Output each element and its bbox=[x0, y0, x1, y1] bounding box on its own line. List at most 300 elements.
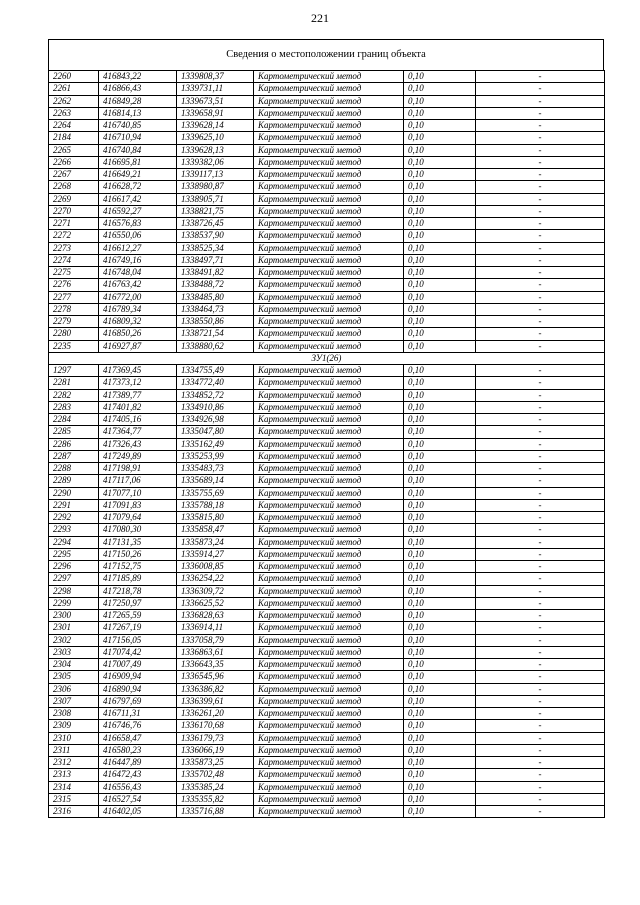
y-coordinate: 1336066,19 bbox=[177, 744, 254, 756]
error-cell: 0,10 bbox=[404, 230, 476, 242]
y-coordinate: 1338821,75 bbox=[177, 205, 254, 217]
table-body-part-1 bbox=[49, 71, 605, 353]
table-row bbox=[49, 156, 605, 168]
error-cell: 0,10 bbox=[404, 646, 476, 658]
error-cell: 0,10 bbox=[404, 695, 476, 707]
y-coordinate: 1334910,86 bbox=[177, 401, 254, 413]
method-cell: Картометрический метод bbox=[254, 463, 404, 475]
description-cell: - bbox=[476, 242, 605, 254]
x-coordinate: 416850,26 bbox=[99, 328, 177, 340]
point-number: 2306 bbox=[49, 683, 99, 695]
y-coordinate: 1338880,62 bbox=[177, 340, 254, 352]
description-cell: - bbox=[476, 303, 605, 315]
table-header: Сведения о местоположении границ объекта bbox=[48, 39, 604, 70]
y-coordinate: 1334926,98 bbox=[177, 414, 254, 426]
x-coordinate: 416550,06 bbox=[99, 230, 177, 242]
description-cell: - bbox=[476, 181, 605, 193]
y-coordinate: 1335873,24 bbox=[177, 536, 254, 548]
description-cell: - bbox=[476, 585, 605, 597]
y-coordinate: 1336828,63 bbox=[177, 610, 254, 622]
error-cell: 0,10 bbox=[404, 365, 476, 377]
method-cell: Картометрический метод bbox=[254, 144, 404, 156]
method-cell: Картометрический метод bbox=[254, 610, 404, 622]
point-number: 2290 bbox=[49, 487, 99, 499]
method-cell: Картометрический метод bbox=[254, 71, 404, 83]
y-coordinate: 1338550,86 bbox=[177, 316, 254, 328]
table-row bbox=[49, 365, 605, 377]
y-coordinate: 1336863,61 bbox=[177, 646, 254, 658]
description-cell: - bbox=[476, 230, 605, 242]
description-cell: - bbox=[476, 401, 605, 413]
y-coordinate: 1336914,11 bbox=[177, 622, 254, 634]
point-number: 2260 bbox=[49, 71, 99, 83]
error-cell: 0,10 bbox=[404, 450, 476, 462]
description-cell: - bbox=[476, 769, 605, 781]
error-cell: 0,10 bbox=[404, 144, 476, 156]
error-cell: 0,10 bbox=[404, 732, 476, 744]
y-coordinate: 1338726,45 bbox=[177, 218, 254, 230]
y-coordinate: 1339628,14 bbox=[177, 120, 254, 132]
table-row bbox=[49, 242, 605, 254]
method-cell: Картометрический метод bbox=[254, 634, 404, 646]
description-cell: - bbox=[476, 438, 605, 450]
method-cell: Картометрический метод bbox=[254, 695, 404, 707]
method-cell: Картометрический метод bbox=[254, 169, 404, 181]
y-coordinate: 1335253,99 bbox=[177, 450, 254, 462]
point-number: 2299 bbox=[49, 597, 99, 609]
error-cell: 0,10 bbox=[404, 291, 476, 303]
description-cell: - bbox=[476, 524, 605, 536]
method-cell: Картометрический метод bbox=[254, 683, 404, 695]
error-cell: 0,10 bbox=[404, 744, 476, 756]
y-coordinate: 1338537,90 bbox=[177, 230, 254, 242]
point-number: 2291 bbox=[49, 499, 99, 511]
point-number: 2235 bbox=[49, 340, 99, 352]
point-number: 2301 bbox=[49, 622, 99, 634]
description-cell: - bbox=[476, 597, 605, 609]
method-cell: Картометрический метод bbox=[254, 708, 404, 720]
point-number: 2309 bbox=[49, 720, 99, 732]
error-cell: 0,10 bbox=[404, 536, 476, 548]
error-cell: 0,10 bbox=[404, 573, 476, 585]
y-coordinate: 1336254,22 bbox=[177, 573, 254, 585]
table-row bbox=[49, 475, 605, 487]
error-cell: 0,10 bbox=[404, 708, 476, 720]
x-coordinate: 416772,00 bbox=[99, 291, 177, 303]
table-row bbox=[49, 181, 605, 193]
description-cell: - bbox=[476, 291, 605, 303]
error-cell: 0,10 bbox=[404, 438, 476, 450]
table-row bbox=[49, 426, 605, 438]
description-cell: - bbox=[476, 683, 605, 695]
point-number: 2286 bbox=[49, 438, 99, 450]
description-cell: - bbox=[476, 720, 605, 732]
error-cell: 0,10 bbox=[404, 83, 476, 95]
method-cell: Картометрический метод bbox=[254, 806, 404, 818]
method-cell: Картометрический метод bbox=[254, 205, 404, 217]
point-number: 2313 bbox=[49, 769, 99, 781]
y-coordinate: 1335716,88 bbox=[177, 806, 254, 818]
method-cell: Картометрический метод bbox=[254, 303, 404, 315]
point-number: 2266 bbox=[49, 156, 99, 168]
x-coordinate: 416748,04 bbox=[99, 267, 177, 279]
table-row bbox=[49, 781, 605, 793]
table-row bbox=[49, 634, 605, 646]
description-cell: - bbox=[476, 793, 605, 805]
description-cell: - bbox=[476, 548, 605, 560]
point-number: 2276 bbox=[49, 279, 99, 291]
y-coordinate: 1339673,51 bbox=[177, 95, 254, 107]
y-coordinate: 1335788,18 bbox=[177, 499, 254, 511]
x-coordinate: 416447,89 bbox=[99, 757, 177, 769]
table-row bbox=[49, 769, 605, 781]
y-coordinate: 1339658,91 bbox=[177, 107, 254, 119]
method-cell: Картометрический метод bbox=[254, 365, 404, 377]
method-cell: Картометрический метод bbox=[254, 487, 404, 499]
method-cell: Картометрический метод bbox=[254, 156, 404, 168]
y-coordinate: 1335858,47 bbox=[177, 524, 254, 536]
section-row bbox=[49, 352, 605, 364]
description-cell: - bbox=[476, 622, 605, 634]
y-coordinate: 1336545,96 bbox=[177, 671, 254, 683]
method-cell: Картометрический метод bbox=[254, 120, 404, 132]
method-cell: Картометрический метод bbox=[254, 107, 404, 119]
x-coordinate: 417405,16 bbox=[99, 414, 177, 426]
y-coordinate: 1339628,13 bbox=[177, 144, 254, 156]
method-cell: Картометрический метод bbox=[254, 671, 404, 683]
point-number: 2310 bbox=[49, 732, 99, 744]
x-coordinate: 416866,43 bbox=[99, 83, 177, 95]
point-number: 2282 bbox=[49, 389, 99, 401]
x-coordinate: 416809,32 bbox=[99, 316, 177, 328]
x-coordinate: 416849,28 bbox=[99, 95, 177, 107]
table-row bbox=[49, 193, 605, 205]
x-coordinate: 416909,94 bbox=[99, 671, 177, 683]
table-row bbox=[49, 573, 605, 585]
point-number: 2292 bbox=[49, 512, 99, 524]
table-row bbox=[49, 120, 605, 132]
point-number: 2305 bbox=[49, 671, 99, 683]
description-cell: - bbox=[476, 475, 605, 487]
description-cell: - bbox=[476, 671, 605, 683]
x-coordinate: 417156,05 bbox=[99, 634, 177, 646]
point-number: 2296 bbox=[49, 561, 99, 573]
table-row bbox=[49, 401, 605, 413]
description-cell: - bbox=[476, 389, 605, 401]
y-coordinate: 1336008,85 bbox=[177, 561, 254, 573]
description-cell: - bbox=[476, 340, 605, 352]
method-cell: Картометрический метод bbox=[254, 230, 404, 242]
point-number: 2300 bbox=[49, 610, 99, 622]
y-coordinate: 1338488,72 bbox=[177, 279, 254, 291]
table-row bbox=[49, 279, 605, 291]
point-number: 2297 bbox=[49, 573, 99, 585]
point-number: 2294 bbox=[49, 536, 99, 548]
y-coordinate: 1335702,48 bbox=[177, 769, 254, 781]
description-cell: - bbox=[476, 267, 605, 279]
error-cell: 0,10 bbox=[404, 218, 476, 230]
method-cell: Картометрический метод bbox=[254, 757, 404, 769]
point-number: 2293 bbox=[49, 524, 99, 536]
description-cell: - bbox=[476, 414, 605, 426]
table-row bbox=[49, 340, 605, 352]
y-coordinate: 1336386,82 bbox=[177, 683, 254, 695]
error-cell: 0,10 bbox=[404, 120, 476, 132]
method-cell: Картометрический метод bbox=[254, 316, 404, 328]
error-cell: 0,10 bbox=[404, 193, 476, 205]
error-cell: 0,10 bbox=[404, 426, 476, 438]
x-coordinate: 417079,64 bbox=[99, 512, 177, 524]
table-row bbox=[49, 463, 605, 475]
error-cell: 0,10 bbox=[404, 561, 476, 573]
table-row bbox=[49, 536, 605, 548]
coordinates-table bbox=[48, 70, 605, 818]
method-cell: Картометрический метод bbox=[254, 781, 404, 793]
method-cell: Картометрический метод bbox=[254, 377, 404, 389]
x-coordinate: 416927,87 bbox=[99, 340, 177, 352]
description-cell: - bbox=[476, 806, 605, 818]
point-number: 2273 bbox=[49, 242, 99, 254]
y-coordinate: 1334852,72 bbox=[177, 389, 254, 401]
method-cell: Картометрический метод bbox=[254, 242, 404, 254]
table-row bbox=[49, 144, 605, 156]
x-coordinate: 417249,89 bbox=[99, 450, 177, 462]
table-row bbox=[49, 414, 605, 426]
method-cell: Картометрический метод bbox=[254, 218, 404, 230]
method-cell: Картометрический метод bbox=[254, 499, 404, 511]
method-cell: Картометрический метод bbox=[254, 720, 404, 732]
error-cell: 0,10 bbox=[404, 720, 476, 732]
method-cell: Картометрический метод bbox=[254, 279, 404, 291]
y-coordinate: 1336261,20 bbox=[177, 708, 254, 720]
y-coordinate: 1335755,69 bbox=[177, 487, 254, 499]
method-cell: Картометрический метод bbox=[254, 450, 404, 462]
error-cell: 0,10 bbox=[404, 683, 476, 695]
error-cell: 0,10 bbox=[404, 169, 476, 181]
table-row bbox=[49, 561, 605, 573]
description-cell: - bbox=[476, 573, 605, 585]
description-cell: - bbox=[476, 695, 605, 707]
point-number: 2278 bbox=[49, 303, 99, 315]
description-cell: - bbox=[476, 156, 605, 168]
table-row bbox=[49, 303, 605, 315]
description-cell: - bbox=[476, 463, 605, 475]
description-cell: - bbox=[476, 279, 605, 291]
point-number: 2316 bbox=[49, 806, 99, 818]
table-row bbox=[49, 438, 605, 450]
error-cell: 0,10 bbox=[404, 205, 476, 217]
error-cell: 0,10 bbox=[404, 659, 476, 671]
x-coordinate: 416890,94 bbox=[99, 683, 177, 695]
table-row bbox=[49, 389, 605, 401]
description-cell: - bbox=[476, 708, 605, 720]
description-cell: - bbox=[476, 659, 605, 671]
x-coordinate: 416592,27 bbox=[99, 205, 177, 217]
x-coordinate: 417364,77 bbox=[99, 426, 177, 438]
method-cell: Картометрический метод bbox=[254, 426, 404, 438]
point-number: 2261 bbox=[49, 83, 99, 95]
method-cell: Картометрический метод bbox=[254, 254, 404, 266]
table-row bbox=[49, 316, 605, 328]
description-cell: - bbox=[476, 377, 605, 389]
x-coordinate: 417267,19 bbox=[99, 622, 177, 634]
y-coordinate: 1335162,49 bbox=[177, 438, 254, 450]
point-number: 2269 bbox=[49, 193, 99, 205]
error-cell: 0,10 bbox=[404, 769, 476, 781]
method-cell: Картометрический метод bbox=[254, 401, 404, 413]
method-cell: Картометрический метод bbox=[254, 475, 404, 487]
error-cell: 0,10 bbox=[404, 463, 476, 475]
error-cell: 0,10 bbox=[404, 793, 476, 805]
y-coordinate: 1335355,82 bbox=[177, 793, 254, 805]
table-row bbox=[49, 512, 605, 524]
y-coordinate: 1335385,24 bbox=[177, 781, 254, 793]
x-coordinate: 416797,69 bbox=[99, 695, 177, 707]
method-cell: Картометрический метод bbox=[254, 95, 404, 107]
point-number: 2284 bbox=[49, 414, 99, 426]
x-coordinate: 417091,83 bbox=[99, 499, 177, 511]
point-number: 2288 bbox=[49, 463, 99, 475]
x-coordinate: 416814,13 bbox=[99, 107, 177, 119]
point-number: 2307 bbox=[49, 695, 99, 707]
error-cell: 0,10 bbox=[404, 328, 476, 340]
x-coordinate: 416843,22 bbox=[99, 71, 177, 83]
table-row bbox=[49, 659, 605, 671]
table-row bbox=[49, 744, 605, 756]
method-cell: Картометрический метод bbox=[254, 193, 404, 205]
x-coordinate: 416556,43 bbox=[99, 781, 177, 793]
error-cell: 0,10 bbox=[404, 512, 476, 524]
table-row bbox=[49, 132, 605, 144]
description-cell: - bbox=[476, 254, 605, 266]
x-coordinate: 416740,84 bbox=[99, 144, 177, 156]
description-cell: - bbox=[476, 144, 605, 156]
description-cell: - bbox=[476, 218, 605, 230]
x-coordinate: 417080,30 bbox=[99, 524, 177, 536]
method-cell: Картометрический метод bbox=[254, 267, 404, 279]
x-coordinate: 417389,77 bbox=[99, 389, 177, 401]
error-cell: 0,10 bbox=[404, 634, 476, 646]
error-cell: 0,10 bbox=[404, 414, 476, 426]
y-coordinate: 1338464,73 bbox=[177, 303, 254, 315]
method-cell: Картометрический метод bbox=[254, 414, 404, 426]
x-coordinate: 417369,45 bbox=[99, 365, 177, 377]
point-number: 2315 bbox=[49, 793, 99, 805]
method-cell: Картометрический метод bbox=[254, 548, 404, 560]
y-coordinate: 1334755,49 bbox=[177, 365, 254, 377]
error-cell: 0,10 bbox=[404, 316, 476, 328]
method-cell: Картометрический метод bbox=[254, 573, 404, 585]
y-coordinate: 1338905,71 bbox=[177, 193, 254, 205]
error-cell: 0,10 bbox=[404, 597, 476, 609]
method-cell: Картометрический метод bbox=[254, 524, 404, 536]
table-row bbox=[49, 95, 605, 107]
x-coordinate: 417150,26 bbox=[99, 548, 177, 560]
description-cell: - bbox=[476, 781, 605, 793]
x-coordinate: 417198,91 bbox=[99, 463, 177, 475]
description-cell: - bbox=[476, 732, 605, 744]
coordinates-sheet bbox=[48, 39, 604, 818]
description-cell: - bbox=[476, 744, 605, 756]
x-coordinate: 416740,85 bbox=[99, 120, 177, 132]
error-cell: 0,10 bbox=[404, 267, 476, 279]
description-cell: - bbox=[476, 205, 605, 217]
table-row bbox=[49, 793, 605, 805]
point-number: 2304 bbox=[49, 659, 99, 671]
method-cell: Картометрический метод bbox=[254, 622, 404, 634]
y-coordinate: 1338980,87 bbox=[177, 181, 254, 193]
error-cell: 0,10 bbox=[404, 340, 476, 352]
error-cell: 0,10 bbox=[404, 377, 476, 389]
error-cell: 0,10 bbox=[404, 389, 476, 401]
point-number: 2265 bbox=[49, 144, 99, 156]
x-coordinate: 416789,34 bbox=[99, 303, 177, 315]
description-cell: - bbox=[476, 512, 605, 524]
y-coordinate: 1336170,68 bbox=[177, 720, 254, 732]
error-cell: 0,10 bbox=[404, 806, 476, 818]
table-row bbox=[49, 230, 605, 242]
x-coordinate: 416711,31 bbox=[99, 708, 177, 720]
description-cell: - bbox=[476, 107, 605, 119]
page-number: 221 bbox=[311, 11, 329, 25]
description-cell: - bbox=[476, 536, 605, 548]
error-cell: 0,10 bbox=[404, 475, 476, 487]
method-cell: Картометрический метод bbox=[254, 732, 404, 744]
error-cell: 0,10 bbox=[404, 132, 476, 144]
y-coordinate: 1334772,40 bbox=[177, 377, 254, 389]
x-coordinate: 416527,54 bbox=[99, 793, 177, 805]
method-cell: Картометрический метод bbox=[254, 769, 404, 781]
table-row bbox=[49, 732, 605, 744]
x-coordinate: 417326,43 bbox=[99, 438, 177, 450]
table-row bbox=[49, 622, 605, 634]
description-cell: - bbox=[476, 634, 605, 646]
table-row bbox=[49, 205, 605, 217]
method-cell: Картометрический метод bbox=[254, 793, 404, 805]
table-row bbox=[49, 524, 605, 536]
table-row bbox=[49, 806, 605, 818]
y-coordinate: 1336179,73 bbox=[177, 732, 254, 744]
table-row bbox=[49, 708, 605, 720]
point-number: 2279 bbox=[49, 316, 99, 328]
description-cell: - bbox=[476, 120, 605, 132]
description-cell: - bbox=[476, 132, 605, 144]
point-number: 2289 bbox=[49, 475, 99, 487]
x-coordinate: 416612,27 bbox=[99, 242, 177, 254]
section-label: ЗУ1(26) bbox=[49, 352, 605, 364]
error-cell: 0,10 bbox=[404, 487, 476, 499]
x-coordinate: 417131,35 bbox=[99, 536, 177, 548]
point-number: 2312 bbox=[49, 757, 99, 769]
x-coordinate: 416472,43 bbox=[99, 769, 177, 781]
y-coordinate: 1336309,72 bbox=[177, 585, 254, 597]
method-cell: Картометрический метод bbox=[254, 512, 404, 524]
point-number: 2184 bbox=[49, 132, 99, 144]
table-row bbox=[49, 450, 605, 462]
table-row bbox=[49, 218, 605, 230]
x-coordinate: 416576,83 bbox=[99, 218, 177, 230]
method-cell: Картометрический метод bbox=[254, 536, 404, 548]
y-coordinate: 1338721,54 bbox=[177, 328, 254, 340]
y-coordinate: 1336643,35 bbox=[177, 659, 254, 671]
x-coordinate: 417250,97 bbox=[99, 597, 177, 609]
table-row bbox=[49, 720, 605, 732]
table-row bbox=[49, 71, 605, 83]
table-row bbox=[49, 291, 605, 303]
y-coordinate: 1335483,73 bbox=[177, 463, 254, 475]
table-row bbox=[49, 757, 605, 769]
method-cell: Картометрический метод bbox=[254, 389, 404, 401]
